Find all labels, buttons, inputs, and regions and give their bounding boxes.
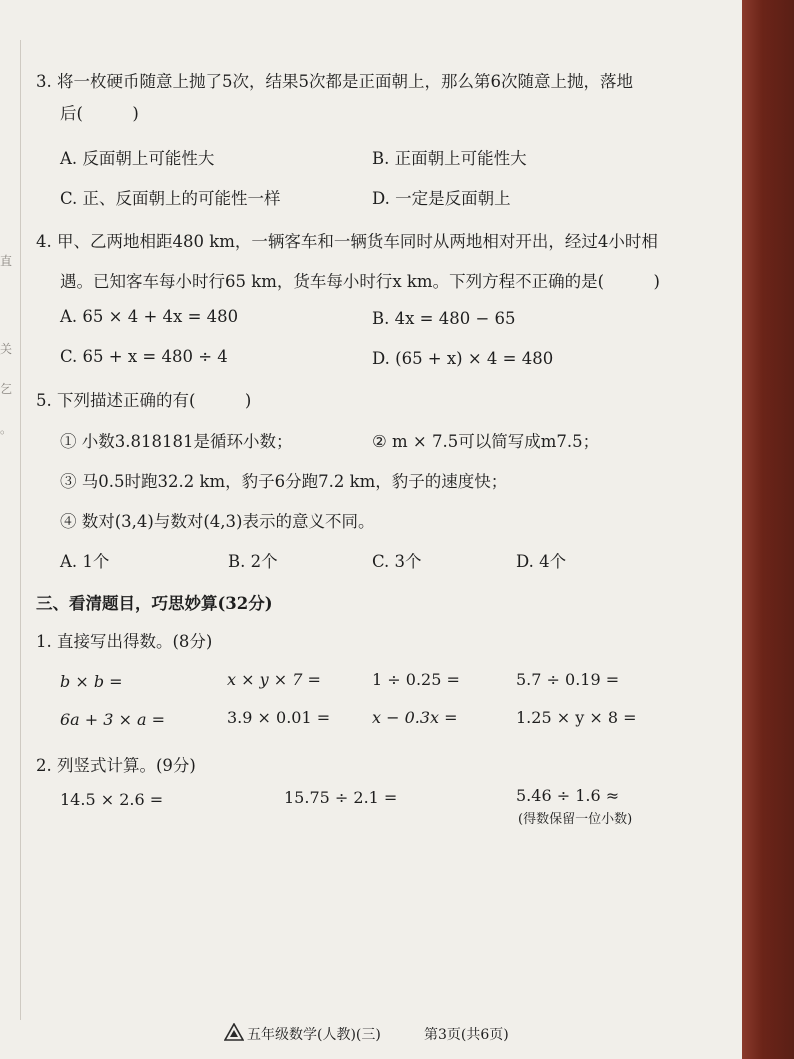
question-4-line1: 4. 甲、乙两地相距480 km，一辆客车和一辆货车同时从两地相对开出，经过4小时相 <box>36 232 658 251</box>
calc-item: 6a + 3 × a = <box>60 710 166 729</box>
question-5-option-a: A. 1个 <box>60 552 110 571</box>
question-4-line2: 遇。已知客车每小时行65 km，货车每小时行x km。下列方程不正确的是( ) <box>60 272 660 291</box>
question-4-option-a: A. 65 × 4 + 4x = 480 <box>60 307 239 326</box>
side-mark: 。 <box>0 422 13 436</box>
part-1-title: 1. 直接写出得数。(8分) <box>36 632 213 651</box>
question-3-option-b: B. 正面朝上可能性大 <box>372 149 527 168</box>
calc-item: x − 0.3x = <box>372 708 458 727</box>
calc-item: b × b = <box>60 672 123 691</box>
side-mark: 乞 <box>0 382 13 396</box>
question-3-option-c: C. 正、反面朝上的可能性一样 <box>60 189 281 208</box>
question-4-option-c: C. 65 + x = 480 ÷ 4 <box>60 347 228 366</box>
calc-item: 1 ÷ 0.25 = <box>372 670 460 689</box>
question-5-statement-3: ③ 马0.5时跑32.2 km，豹子6分跑7.2 km，豹子的速度快； <box>60 472 508 491</box>
rounding-note: (得数保留一位小数) <box>518 812 633 827</box>
vertical-calc-item: 14.5 × 2.6 = <box>60 790 164 809</box>
calc-item: 1.25 × y × 8 = <box>516 708 637 727</box>
side-mark: 直 <box>0 254 13 268</box>
publisher-logo-icon <box>224 1023 244 1041</box>
question-5-statement-4: ④ 数对(3,4)与数对(4,3)表示的意义不同。 <box>60 512 375 531</box>
footer-page-number: 第3页(共6页) <box>424 1027 509 1043</box>
question-5-line1: 5. 下列描述正确的有( ) <box>36 391 252 410</box>
table-surface <box>742 0 794 1059</box>
vertical-calc-item: 15.75 ÷ 2.1 = <box>284 788 398 807</box>
question-3-option-d: D. 一定是反面朝上 <box>372 189 511 208</box>
question-5-statement-2: ② m × 7.5可以简写成m7.5； <box>372 432 600 451</box>
calc-item: x × y × 7 = <box>227 670 321 689</box>
part-2-title: 2. 列竖式计算。(9分) <box>36 756 196 775</box>
calc-item: 5.7 ÷ 0.19 = <box>516 670 620 689</box>
vertical-calc-item: 5.46 ÷ 1.6 ≈ <box>516 786 620 805</box>
question-3-option-a: A. 反面朝上可能性大 <box>60 149 215 168</box>
question-5-option-b: B. 2个 <box>228 552 278 571</box>
side-mark: 关 <box>0 342 13 356</box>
question-5-option-c: C. 3个 <box>372 552 422 571</box>
question-4-option-b: B. 4x = 480 − 65 <box>372 309 516 328</box>
question-5-option-d: D. 4个 <box>516 552 567 571</box>
question-4-option-d: D. (65 + x) × 4 = 480 <box>372 349 554 368</box>
question-3-line2: 后( ) <box>60 104 139 123</box>
footer-subject: 五年级数学(人教)(三) <box>247 1027 381 1043</box>
section-3-title: 三、看清题目，巧思妙算(32分) <box>36 594 273 613</box>
question-5-statement-1: ① 小数3.818181是循环小数； <box>60 432 293 451</box>
calc-item: 3.9 × 0.01 = <box>227 708 331 727</box>
question-3-line1: 3. 将一枚硬币随意上抛了5次，结果5次都是正面朝上，那么第6次随意上抛，落地 <box>36 72 633 91</box>
binding-margin-line <box>20 40 21 1020</box>
